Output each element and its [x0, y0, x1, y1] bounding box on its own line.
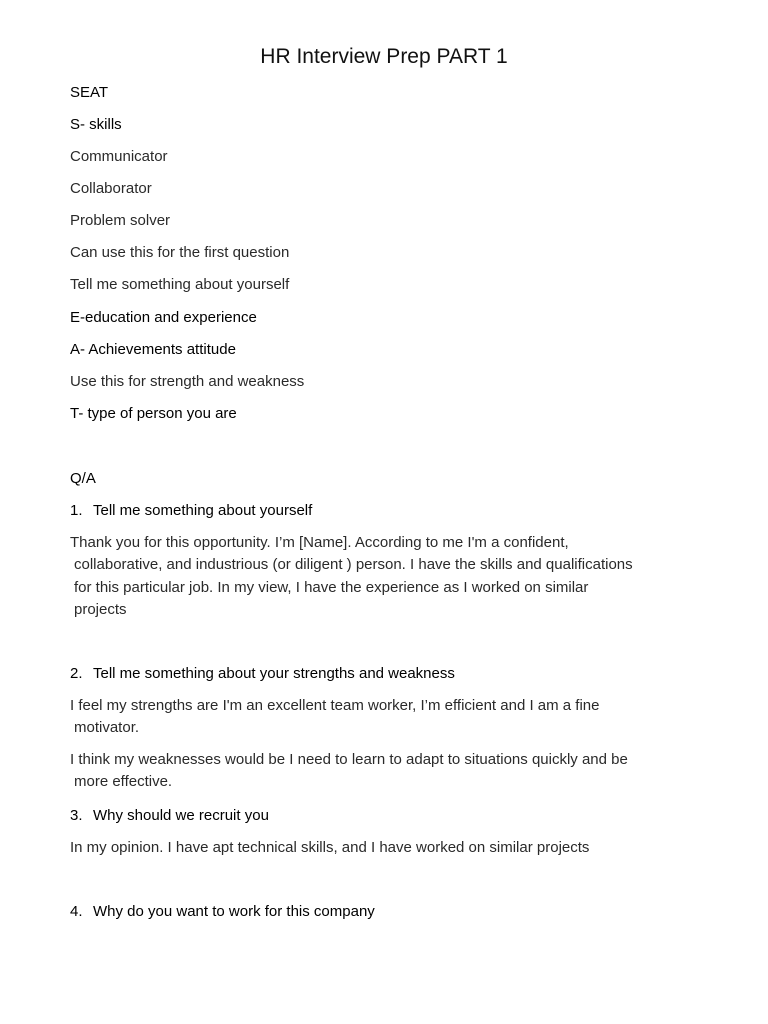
achievements-note: Use this for strength and weakness	[70, 373, 305, 390]
question-number: 4.	[70, 903, 83, 920]
qa-heading: Q/A	[70, 470, 96, 487]
answer-line: for this particular job. In my view, I have the experience as I worked on similar	[74, 578, 589, 596]
education-label: E-education and experience	[70, 309, 257, 326]
answer-line: projects	[74, 600, 127, 618]
question-number: 3.	[70, 807, 83, 824]
answer-line: collaborative, and industrious (or diligent ) person. I have the skills and qualifications	[74, 556, 633, 574]
seat-heading: SEAT	[70, 84, 109, 101]
answer-line: I feel my strengths are I'm an excellent team worker, I’m efficient and I am a fine	[70, 697, 600, 714]
answer-2-weaknesses	[70, 749, 700, 794]
answer-line: I think my weaknesses would be I need to learn to adapt to situations quickly and be	[70, 751, 628, 768]
question-3	[70, 805, 269, 827]
question-text: Why do you want to work for this company	[93, 903, 375, 920]
answer-2-strengths	[70, 695, 700, 740]
skill-item-problem-solver: Problem solver	[70, 212, 171, 229]
type-of-person-label: T- type of person you are	[70, 405, 237, 422]
answer-line: motivator.	[74, 719, 140, 737]
document-title: HR Interview Prep PART 1	[260, 45, 508, 68]
achievements-label: A- Achievements attitude	[70, 341, 236, 358]
skill-item-communicator: Communicator	[70, 148, 168, 165]
question-text: Why should we recruit you	[93, 807, 269, 824]
answer-line: more effective.	[74, 773, 173, 791]
seat-note-about-yourself: Tell me something about yourself	[70, 276, 290, 293]
answer-line: Thank you for this opportunity. I’m [Name]. According to me I'm a confident,	[70, 534, 569, 551]
answer-3	[70, 837, 700, 859]
seat-note-first-question: Can use this for the first question	[70, 244, 290, 261]
question-text: Tell me something about your strengths and weakness	[93, 665, 455, 682]
skill-item-collaborator: Collaborator	[70, 180, 152, 197]
answer-line: In my opinion. I have apt technical skills, and I have worked on similar projects	[70, 839, 590, 856]
question-2	[70, 663, 455, 685]
skills-label: S- skills	[70, 116, 122, 133]
question-text: Tell me something about yourself	[93, 502, 313, 519]
answer-1	[70, 532, 700, 621]
question-1	[70, 500, 312, 522]
question-number: 2.	[70, 665, 83, 682]
question-4	[70, 901, 375, 923]
question-number: 1.	[70, 502, 83, 519]
